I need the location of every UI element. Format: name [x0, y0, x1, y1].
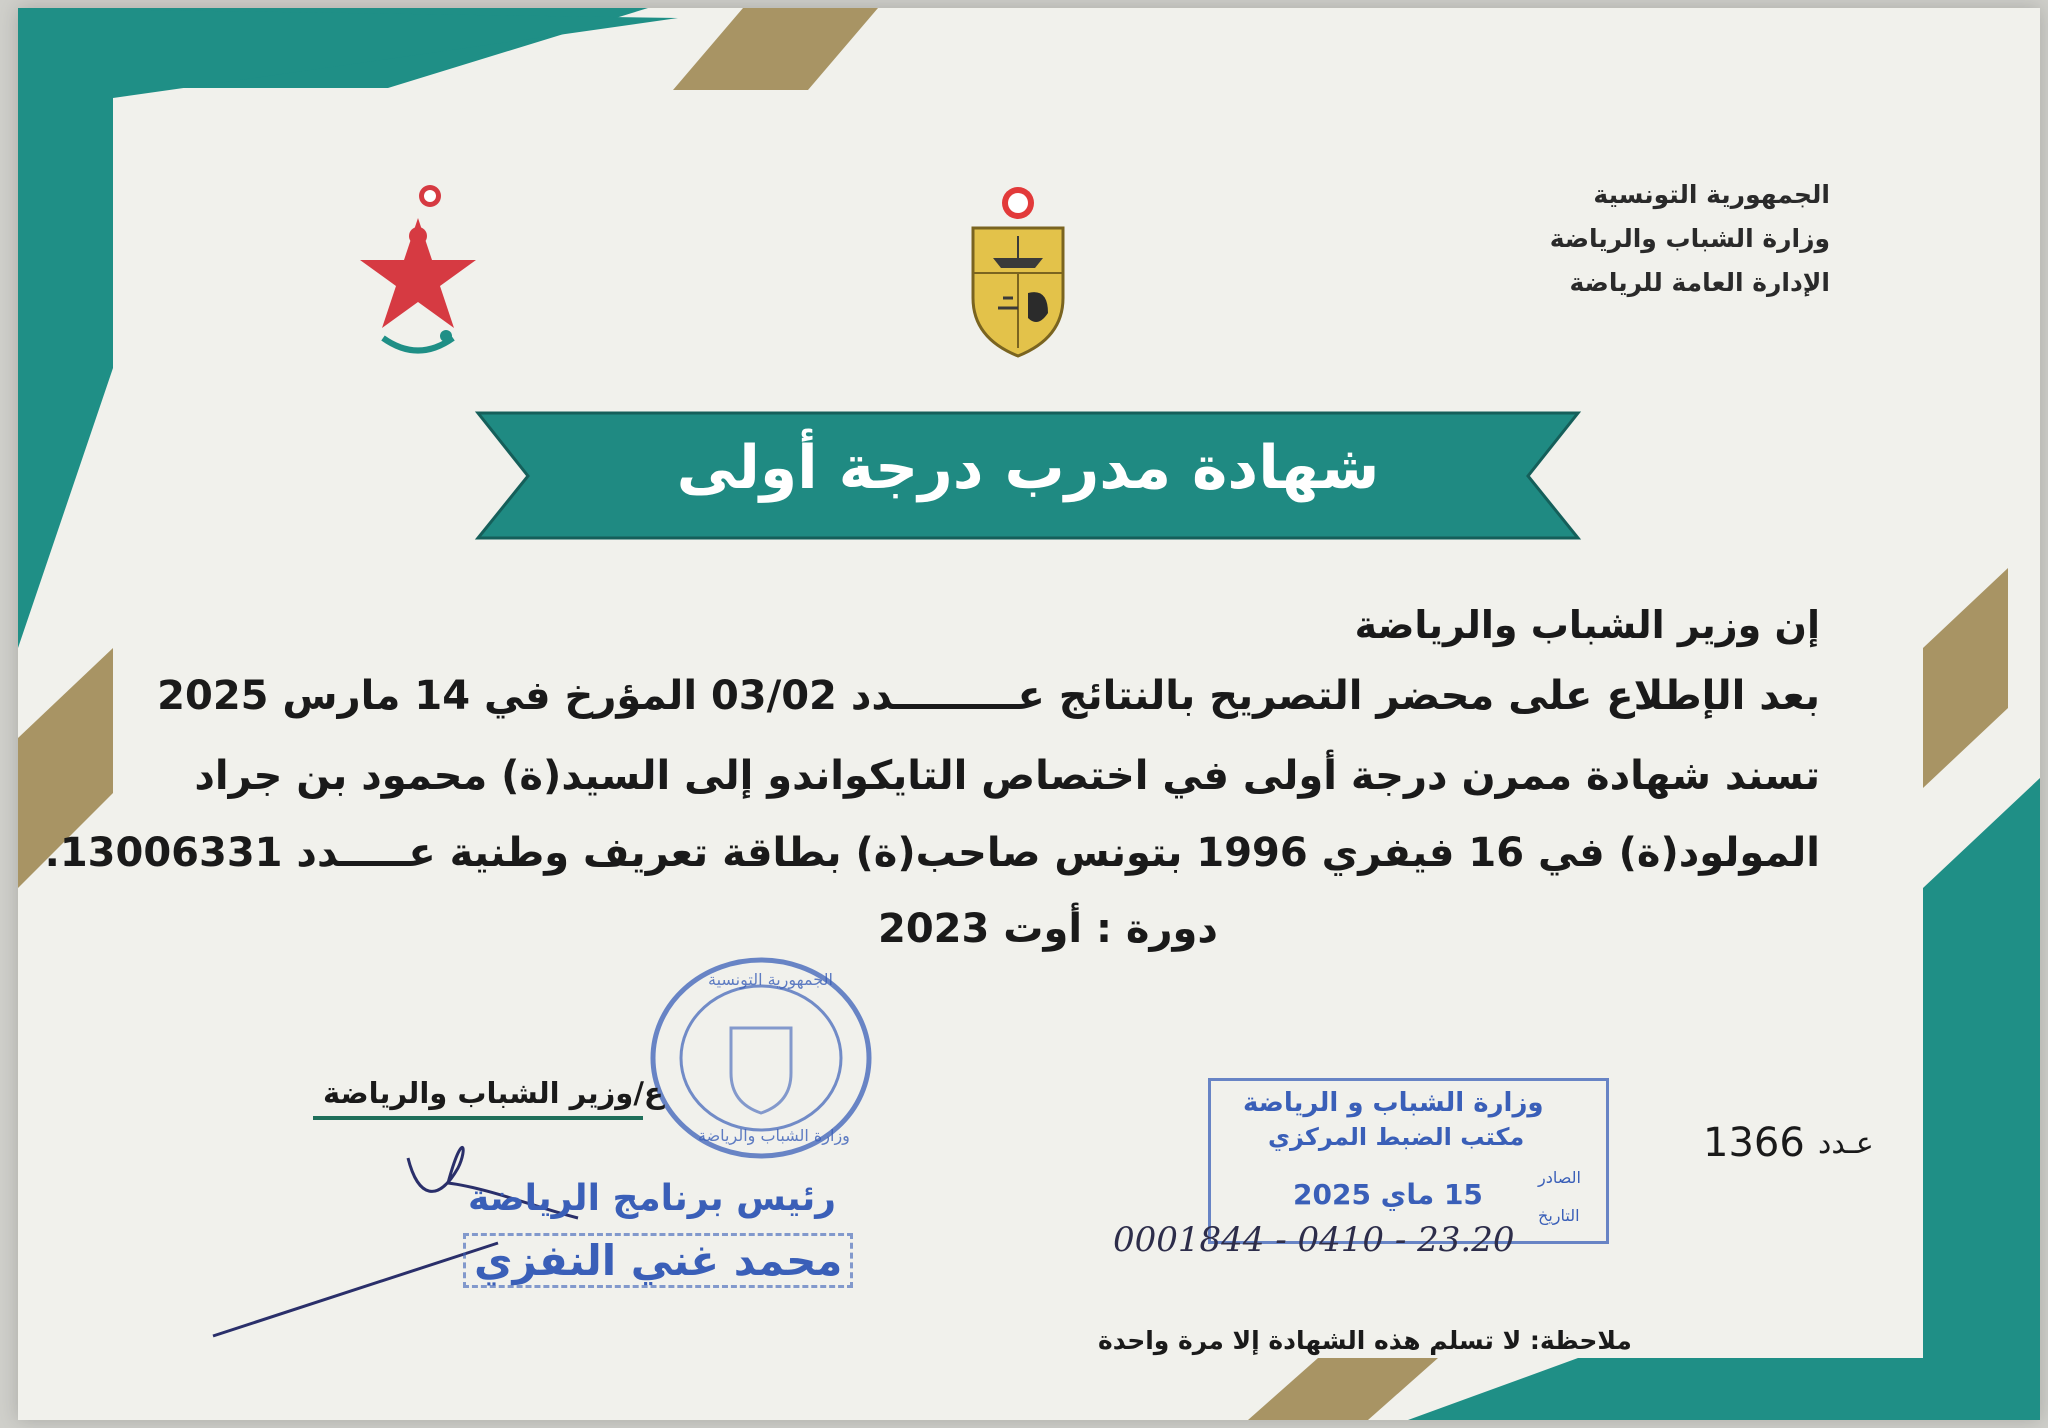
body-line-3: المولود(ة) في 16 فيفري 1996 بتونس صاحب(ة) بطاقة تعريف وطنية عـــــدد 13006331. — [44, 830, 1820, 876]
office-stamp-date: 15 ماي 2025 — [1293, 1178, 1483, 1211]
office-stamp-line-2: مكتب الضبط المركزي — [1268, 1123, 1525, 1151]
sports-star-logo — [348, 178, 488, 368]
gold-stripe-top — [673, 8, 878, 90]
header-ministry: وزارة الشباب والرياضة — [1549, 224, 1830, 253]
signature-stamp-line-2: محمد غني النفزي — [463, 1233, 853, 1288]
office-stamp-line-1: وزارة الشباب و الرياضة — [1243, 1088, 1544, 1118]
tunisia-coat-of-arms — [963, 178, 1073, 358]
body-opening: إن وزير الشباب والرياضة — [1354, 603, 1820, 647]
signatory-title: ع/وزير الشباب والرياضة — [323, 1076, 664, 1110]
office-stamp-issued-label: الصادر — [1538, 1168, 1581, 1187]
certificate-paper — [18, 8, 2040, 1420]
header-republic: الجمهورية التونسية — [1593, 180, 1830, 209]
signature-stamp-line-1: رئيس برنامج الرياضة — [468, 1178, 836, 1219]
certificate-number: 1366 — [1703, 1120, 1805, 1166]
certificate-note: ملاحظة: لا تسلم هذه الشهادة إلا مرة واحدة — [1098, 1326, 1632, 1355]
round-seal-top-text: الجمهورية التونسية — [708, 970, 833, 989]
header-directorate: الإدارة العامة للرياضة — [1569, 268, 1830, 297]
handwritten-reference: 0001844 - 0410 - 23.20 — [1113, 1220, 1515, 1260]
gold-stripe-right — [1923, 568, 2008, 788]
body-line-2: تسند شهادة ممرن درجة أولى في اختصاص التايكواندو إلى السيد(ة) محمود بن جراد — [194, 753, 1820, 799]
round-seal-bottom-text: وزارة الشباب والرياضة — [698, 1126, 850, 1145]
gold-stripe-bottom — [1248, 1358, 1438, 1420]
body-session: دورة : أوت 2023 — [878, 906, 1218, 952]
body-line-1: بعد الإطلاع على محضر التصريح بالنتائج عـــــــــدد 03/02 المؤرخ في 14 مارس 2025 — [157, 673, 1820, 719]
header-block — [1550, 173, 1830, 305]
office-stamp-date-label: التاريخ — [1538, 1206, 1580, 1225]
certificate-title: شهادة مدرب درجة أولى — [676, 433, 1380, 503]
certificate-number-label: عـدد — [1818, 1126, 1874, 1161]
